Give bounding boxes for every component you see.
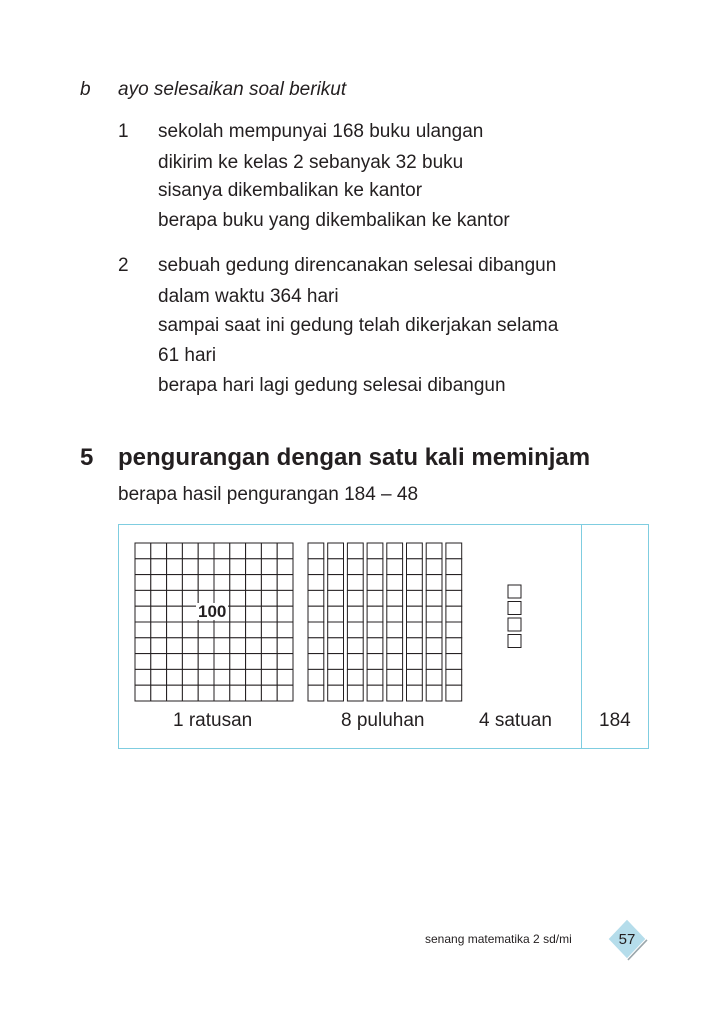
base-ten-blocks-frame xyxy=(118,524,649,749)
hundred-cell xyxy=(167,559,183,575)
hundred-cell xyxy=(230,622,246,638)
hundred-cell xyxy=(151,638,167,654)
ten-rod-cell xyxy=(446,669,462,685)
ten-rod-cell xyxy=(407,622,423,638)
ten-rod-cell xyxy=(367,575,383,591)
ten-rod-cell xyxy=(328,590,344,606)
problem-number: 2 xyxy=(118,255,129,276)
ten-rod-cell xyxy=(426,685,442,701)
hundred-cell xyxy=(246,622,262,638)
ten-rod-cell xyxy=(407,685,423,701)
hundred-cell xyxy=(151,543,167,559)
hundred-cell xyxy=(151,559,167,575)
hundred-cell xyxy=(135,622,151,638)
ten-rod-cell xyxy=(328,559,344,575)
hundred-cell xyxy=(151,685,167,701)
hundred-cell xyxy=(182,575,198,591)
hundred-cell xyxy=(277,622,293,638)
ten-rod-cell xyxy=(347,622,363,638)
ten-rod-cell xyxy=(367,622,383,638)
hundred-cell xyxy=(277,590,293,606)
ten-rod-cell xyxy=(347,590,363,606)
hundred-cell xyxy=(214,575,230,591)
hundred-cell xyxy=(198,575,214,591)
ten-rod-cell xyxy=(407,559,423,575)
hundred-cell xyxy=(135,590,151,606)
problem-line: berapa buku yang dikembalikan ke kantor xyxy=(158,210,510,231)
hundred-cell xyxy=(198,669,214,685)
hundred-cell xyxy=(198,654,214,670)
hundred-cell xyxy=(198,622,214,638)
hundred-cell xyxy=(151,575,167,591)
hundred-cell xyxy=(135,606,151,622)
hundred-cell xyxy=(214,685,230,701)
hundred-cell xyxy=(261,606,277,622)
ten-rod-cell xyxy=(387,575,403,591)
hundred-cell xyxy=(135,543,151,559)
ten-rod-cell xyxy=(407,654,423,670)
ten-rod-cell xyxy=(426,622,442,638)
ten-rod-cell xyxy=(387,543,403,559)
hundred-cell xyxy=(230,685,246,701)
ten-rod-cell xyxy=(367,654,383,670)
ten-rod-cell xyxy=(328,622,344,638)
ten-rod-cell xyxy=(446,559,462,575)
ten-rod-cell xyxy=(426,590,442,606)
hundred-cell xyxy=(167,654,183,670)
section-letter: b xyxy=(80,79,91,100)
hundred-cell xyxy=(277,606,293,622)
ten-rod-cell xyxy=(446,606,462,622)
unit-cube xyxy=(508,618,521,631)
ten-rod-cell xyxy=(308,543,324,559)
section-number: 5 xyxy=(80,444,94,471)
hundred-cell xyxy=(261,685,277,701)
hundred-cell xyxy=(230,654,246,670)
hundred-cell xyxy=(246,685,262,701)
ten-rod-cell xyxy=(308,575,324,591)
hundred-cell xyxy=(198,543,214,559)
ten-rod-cell xyxy=(328,575,344,591)
ten-rod-cell xyxy=(367,543,383,559)
ten-rod-cell xyxy=(347,606,363,622)
hundred-cell xyxy=(182,543,198,559)
hundred-cell xyxy=(277,543,293,559)
hundred-cell xyxy=(151,590,167,606)
hundred-cell xyxy=(182,622,198,638)
ten-rod-cell xyxy=(387,606,403,622)
problem-line: dalam waktu 364 hari xyxy=(158,286,339,307)
ones-label: 4 satuan xyxy=(479,710,552,731)
hundred-cell xyxy=(167,575,183,591)
hundred-cell xyxy=(214,543,230,559)
ten-rod-cell xyxy=(446,622,462,638)
ten-rod-cell xyxy=(367,559,383,575)
hundred-cell xyxy=(277,654,293,670)
hundred-cell xyxy=(246,559,262,575)
hundred-cell xyxy=(277,559,293,575)
hundred-cell xyxy=(230,669,246,685)
ten-rod-cell xyxy=(328,638,344,654)
hundred-cell xyxy=(230,606,246,622)
ten-rod-cell xyxy=(446,590,462,606)
hundred-cell xyxy=(151,654,167,670)
ten-rod-cell xyxy=(387,590,403,606)
hundred-value-label: 100 xyxy=(198,602,227,621)
hundred-cell xyxy=(135,638,151,654)
unit-cube xyxy=(508,585,521,598)
ten-rod-cell xyxy=(347,669,363,685)
ten-rod-cell xyxy=(426,606,442,622)
problem-number: 1 xyxy=(118,121,129,142)
ten-rod-cell xyxy=(387,638,403,654)
hundred-cell xyxy=(182,669,198,685)
hundred-cell xyxy=(135,669,151,685)
hundred-cell xyxy=(246,654,262,670)
ten-rod-cell xyxy=(328,606,344,622)
ten-rod-cell xyxy=(426,543,442,559)
ten-rod-cell xyxy=(308,606,324,622)
ten-rod-cell xyxy=(446,543,462,559)
ten-rod-cell xyxy=(387,654,403,670)
hundred-cell xyxy=(261,543,277,559)
hundred-cell xyxy=(214,654,230,670)
ten-rod-cell xyxy=(367,685,383,701)
ten-rod-cell xyxy=(367,590,383,606)
ten-rod-cell xyxy=(426,654,442,670)
hundred-cell xyxy=(182,654,198,670)
hundred-cell xyxy=(167,685,183,701)
ten-rod-cell xyxy=(308,622,324,638)
hundred-cell xyxy=(135,685,151,701)
hundred-cell xyxy=(214,622,230,638)
hundred-cell xyxy=(135,654,151,670)
hundred-cell xyxy=(198,638,214,654)
ten-rod-cell xyxy=(308,559,324,575)
hundred-cell xyxy=(261,622,277,638)
hundred-cell xyxy=(182,559,198,575)
book-title-footer: senang matematika 2 sd/mi xyxy=(425,932,572,946)
problem-line: sebuah gedung direncanakan selesai dibangun xyxy=(158,255,557,276)
ten-rod-cell xyxy=(387,685,403,701)
hundred-cell xyxy=(230,559,246,575)
problem-line: sisanya dikembalikan ke kantor xyxy=(158,180,423,201)
hundred-cell xyxy=(246,590,262,606)
ten-rod-cell xyxy=(367,638,383,654)
hundred-cell xyxy=(261,590,277,606)
ten-rod-cell xyxy=(347,638,363,654)
total-value: 184 xyxy=(599,710,631,731)
ten-rod-cell xyxy=(446,575,462,591)
unit-cube xyxy=(508,635,521,648)
hundred-cell xyxy=(167,622,183,638)
hundreds-label: 1 ratusan xyxy=(173,710,253,731)
ten-rod-cell xyxy=(347,685,363,701)
ten-rod-cell xyxy=(308,590,324,606)
subtraction-question: berapa hasil pengurangan 184 – 48 xyxy=(118,484,419,505)
problem-line: 61 hari xyxy=(158,345,217,366)
hundred-cell xyxy=(246,669,262,685)
ten-rod-cell xyxy=(446,654,462,670)
tens-label: 8 puluhan xyxy=(341,710,425,731)
hundred-cell xyxy=(230,638,246,654)
hundred-cell xyxy=(167,590,183,606)
ten-rod-cell xyxy=(446,685,462,701)
hundred-cell xyxy=(246,638,262,654)
ten-rod-cell xyxy=(387,669,403,685)
hundred-cell xyxy=(214,669,230,685)
page-number: 57 xyxy=(618,930,636,948)
problem-line: sekolah mempunyai 168 buku ulangan xyxy=(158,121,484,142)
ten-rod-cell xyxy=(367,669,383,685)
ten-rod-cell xyxy=(308,654,324,670)
ten-rod-cell xyxy=(446,638,462,654)
ten-rod-cell xyxy=(407,543,423,559)
ten-rod-cell xyxy=(387,559,403,575)
ten-rod-cell xyxy=(426,559,442,575)
section-heading: pengurangan dengan satu kali meminjam xyxy=(118,444,591,471)
hundred-cell xyxy=(277,669,293,685)
section-title: ayo selesaikan soal berikut xyxy=(118,79,347,100)
ten-rod-cell xyxy=(426,575,442,591)
hundred-cell xyxy=(167,543,183,559)
hundred-cell xyxy=(167,638,183,654)
hundred-cell xyxy=(261,559,277,575)
hundred-cell xyxy=(167,669,183,685)
hundred-cell xyxy=(135,575,151,591)
hundred-cell xyxy=(277,685,293,701)
hundred-cell xyxy=(151,622,167,638)
hundred-cell xyxy=(277,638,293,654)
hundred-cell xyxy=(261,654,277,670)
ten-rod-cell xyxy=(347,543,363,559)
ten-rod-cell xyxy=(308,669,324,685)
problem-line: dikirim ke kelas 2 sebanyak 32 buku xyxy=(158,152,464,173)
ten-rod-cell xyxy=(407,575,423,591)
hundred-cell xyxy=(261,638,277,654)
ten-rod-cell xyxy=(407,669,423,685)
hundred-cell xyxy=(246,606,262,622)
hundred-cell xyxy=(230,543,246,559)
hundred-cell xyxy=(182,638,198,654)
hundred-cell xyxy=(230,575,246,591)
ten-rod-cell xyxy=(347,654,363,670)
hundred-cell xyxy=(277,575,293,591)
hundred-cell xyxy=(214,638,230,654)
hundred-cell xyxy=(151,606,167,622)
hundred-cell xyxy=(151,669,167,685)
unit-cube xyxy=(508,602,521,615)
hundred-cell xyxy=(167,606,183,622)
ten-rod-cell xyxy=(426,638,442,654)
ten-rod-cell xyxy=(387,622,403,638)
page-number-badge xyxy=(605,917,649,961)
hundred-cell xyxy=(182,685,198,701)
ten-rod-cell xyxy=(328,543,344,559)
hundred-cell xyxy=(261,669,277,685)
ten-rod-cell xyxy=(347,575,363,591)
hundred-cell xyxy=(261,575,277,591)
hundred-cell xyxy=(198,685,214,701)
ten-rod-cell xyxy=(328,685,344,701)
ten-rod-cell xyxy=(347,559,363,575)
hundred-cell xyxy=(230,590,246,606)
hundred-cell xyxy=(198,559,214,575)
ten-rod-cell xyxy=(426,669,442,685)
ten-rod-cell xyxy=(367,606,383,622)
ten-rod-cell xyxy=(407,638,423,654)
hundred-cell xyxy=(246,575,262,591)
problem-line: sampai saat ini gedung telah dikerjakan selama xyxy=(158,315,559,336)
problem-line: berapa hari lagi gedung selesai dibangun xyxy=(158,375,506,396)
hundred-cell xyxy=(246,543,262,559)
ten-rod-cell xyxy=(407,590,423,606)
hundred-cell xyxy=(135,559,151,575)
ten-rod-cell xyxy=(407,606,423,622)
ten-rod-cell xyxy=(328,654,344,670)
ten-rod-cell xyxy=(308,638,324,654)
ten-rod-cell xyxy=(328,669,344,685)
hundred-cell xyxy=(214,559,230,575)
ten-rod-cell xyxy=(308,685,324,701)
